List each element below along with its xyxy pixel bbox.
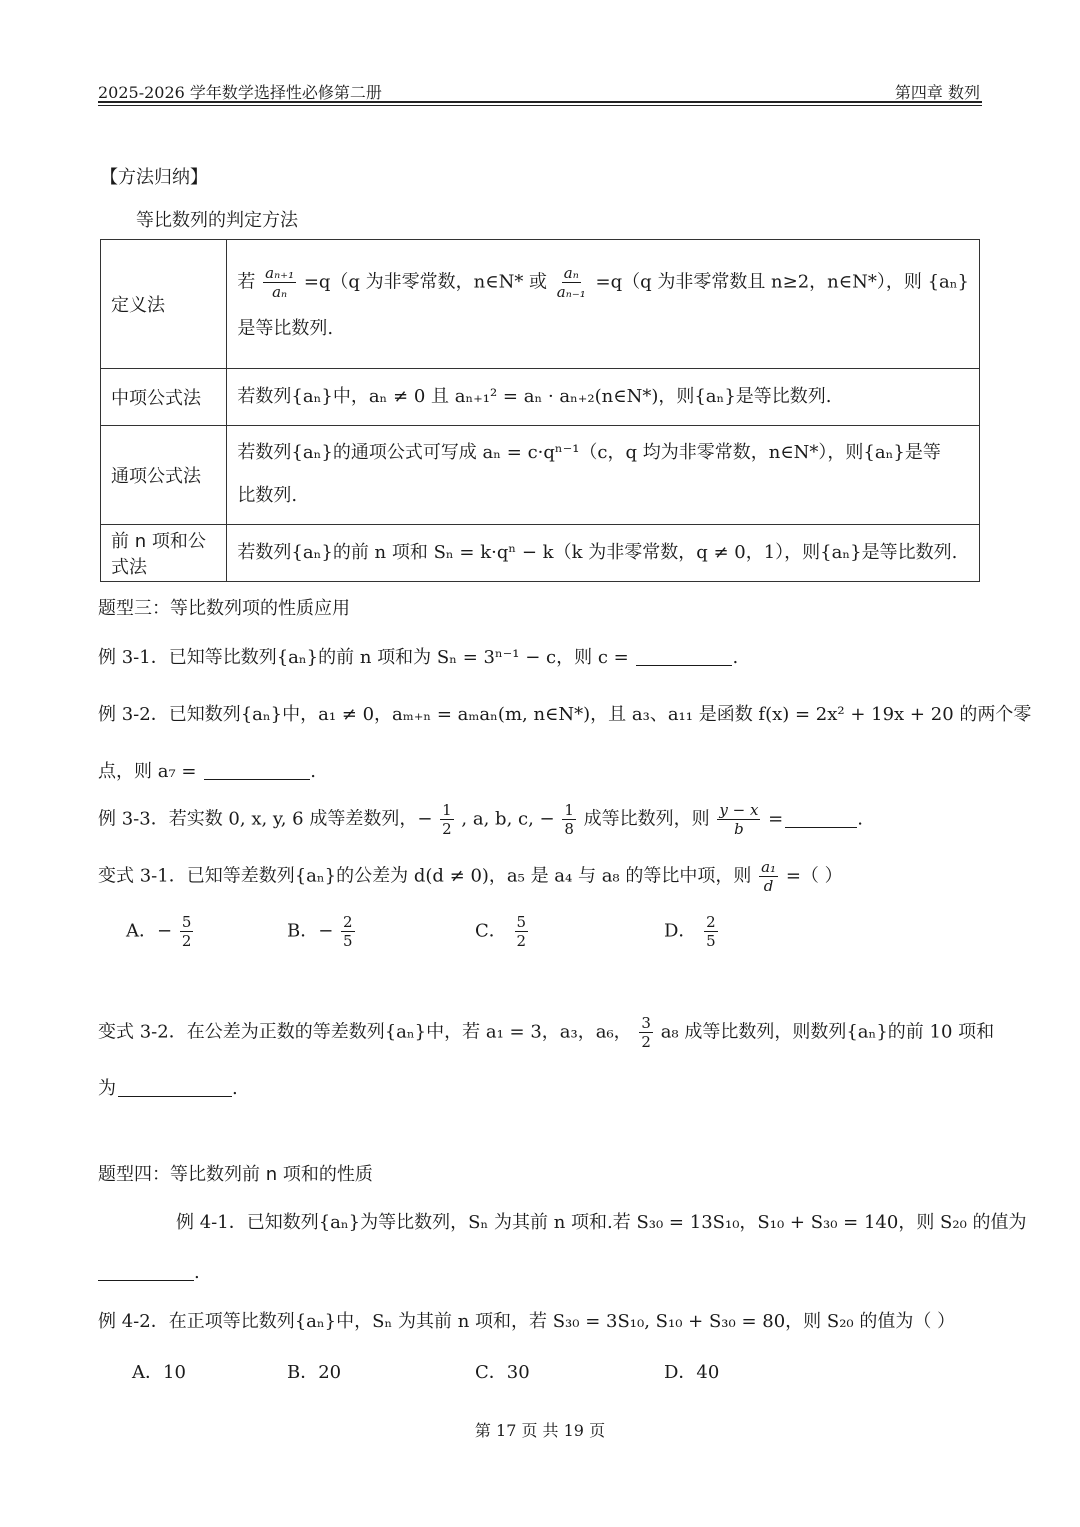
- answer-blank: [785, 826, 857, 828]
- example-4-1: 例 4-1．已知数列{aₙ}为等比数列，Sₙ 为其前 n 项和.若 S₃₀ = 13S₁₀，S₁₀ + S₃₀ = 140，则 S₂₀ 的值为: [176, 1212, 1027, 1233]
- header-rule: [98, 101, 982, 103]
- header-right: 第四章 数列: [894, 83, 980, 102]
- option-b[interactable]: B．− $\frac{2}{5}$: [287, 913, 353, 950]
- variant-3-2-cont: 为 .: [98, 1078, 238, 1099]
- option-b[interactable]: B．20: [287, 1362, 342, 1383]
- method-subtitle: 等比数列的判定方法: [136, 210, 298, 231]
- method-row-middle-term: [101, 369, 980, 426]
- fraction: $\frac{\text{a₁}}{d}$: [761, 858, 777, 895]
- fraction: $\frac{2}{5}$: [706, 913, 716, 950]
- answer-blank: [98, 1279, 194, 1281]
- method-name: 通项公式法: [101, 426, 227, 525]
- option-a[interactable]: A．10: [132, 1362, 186, 1383]
- fraction: $\frac{2}{5}$: [343, 913, 353, 950]
- method-desc: 若数列{aₙ}中，aₙ ≠ 0 且 aₙ₊₁² = aₙ · aₙ₊₂(n∈N*)，则{aₙ}是等比数列.: [227, 369, 980, 426]
- option-a[interactable]: A．− $\frac{5}{2}$: [126, 913, 192, 950]
- option-d[interactable]: D． $\frac{2}{5}$: [664, 913, 716, 950]
- method-table: [100, 239, 980, 582]
- fraction: $\frac{1}{2}$: [442, 801, 452, 838]
- method-row-definition: [101, 240, 980, 369]
- method-row-partial-sum: [101, 525, 980, 582]
- fraction: $\frac{5}{2}$: [516, 913, 527, 950]
- section-3-title: 题型三：等比数列项的性质应用: [98, 598, 350, 619]
- header-rule-thin: [98, 105, 982, 106]
- example-3-2-cont: 点，则 a₇ = .: [98, 761, 316, 782]
- example-4-2: 例 4-2．在正项等比数列{aₙ}中，Sₙ 为其前 n 项和，若 S₃₀ = 3S₁₀, S₁₀ + S₃₀ = 80，则 S₂₀ 的值为（ ）: [98, 1311, 956, 1332]
- answer-blank: [636, 664, 732, 666]
- method-title: 【方法归纳】: [100, 167, 208, 188]
- option-d[interactable]: D．40: [664, 1362, 720, 1383]
- variant-3-2: 变式 3-2．在公差为正数的等差数列{aₙ}中，若 a₁ = 3，a₃，a₆， $\frac{3}{2}$ a₈ 成等比数列，则数列{aₙ}的前 10 项和: [98, 1014, 995, 1051]
- page-footer: 第 17 页 共 19 页: [474, 1421, 606, 1440]
- section-4-title: 题型四：等比数列前 n 项和的性质: [98, 1164, 373, 1185]
- example-3-3: 例 3-3．若实数 0, x, y, 6 成等差数列，− $\frac{1}{2}$ , a, b, c, − $\frac{1}{8}$ 成等比数列，则 $\frac{y - x}{b}$ = .: [98, 801, 863, 838]
- answer-blank: [118, 1095, 232, 1097]
- fraction: $\frac{y - x}{b}$: [719, 801, 759, 838]
- method-name: 中项公式法: [101, 369, 227, 426]
- fraction: $\frac{\text{aₙ}}{\text{aₙ₋₁}}$: [556, 264, 586, 302]
- method-desc: 若 $\frac{\text{aₙ₊₁}}{\text{aₙ}}$ =q（q 为非零常数，n∈N* 或 $\frac{\text{aₙ}}{\text{aₙ₋₁}}$ =q（q 为非零常数且 n≥2，n∈N*），则 {aₙ} 是等比数列.: [227, 240, 980, 369]
- fraction: $\frac{5}{2}$: [181, 913, 192, 950]
- method-desc: 若数列{aₙ}的通项公式可写成 aₙ = c·qⁿ⁻¹（c，q 均为非零常数，n∈N*），则{aₙ}是等 比数列.: [227, 426, 980, 525]
- answer-blank: [204, 778, 310, 780]
- example-3-1: 例 3-1．已知等比数列{aₙ}的前 n 项和为 Sₙ = 3ⁿ⁻¹ − c，则 c = .: [98, 647, 739, 668]
- fraction: $\frac{1}{8}$: [564, 801, 574, 838]
- method-name: 定义法: [101, 240, 227, 369]
- example-4-1-cont: .: [98, 1262, 200, 1283]
- method-desc: 若数列{aₙ}的前 n 项和 Sₙ = k·qⁿ − k（k 为非零常数，q ≠ 0，1），则{aₙ}是等比数列.: [227, 525, 980, 582]
- header-left: 2025-2026 学年数学选择性必修第二册: [98, 83, 382, 102]
- example-3-2: 例 3-2．已知数列{aₙ}中，a₁ ≠ 0，aₘ₊ₙ = aₘaₙ(m, n∈N*)，且 a₃、a₁₁ 是函数 f(x) = 2x² + 19x + 20 的两个零: [98, 704, 1032, 725]
- option-c[interactable]: C． $\frac{5}{2}$: [475, 913, 527, 950]
- fraction: $\frac{3}{2}$: [641, 1014, 651, 1051]
- method-row-general-term: [101, 426, 980, 525]
- fraction: $\frac{\text{aₙ₊₁}}{\text{aₙ}}$: [265, 264, 295, 302]
- variant-3-1: 变式 3-1．已知等差数列{aₙ}的公差为 d(d ≠ 0)，a₅ 是 a₄ 与 a₈ 的等比中项，则 $\frac{\text{a₁}}{d}$ =（ ）: [98, 858, 843, 895]
- option-c[interactable]: C．30: [475, 1362, 530, 1383]
- method-name: 前 n 项和公式法: [101, 525, 227, 582]
